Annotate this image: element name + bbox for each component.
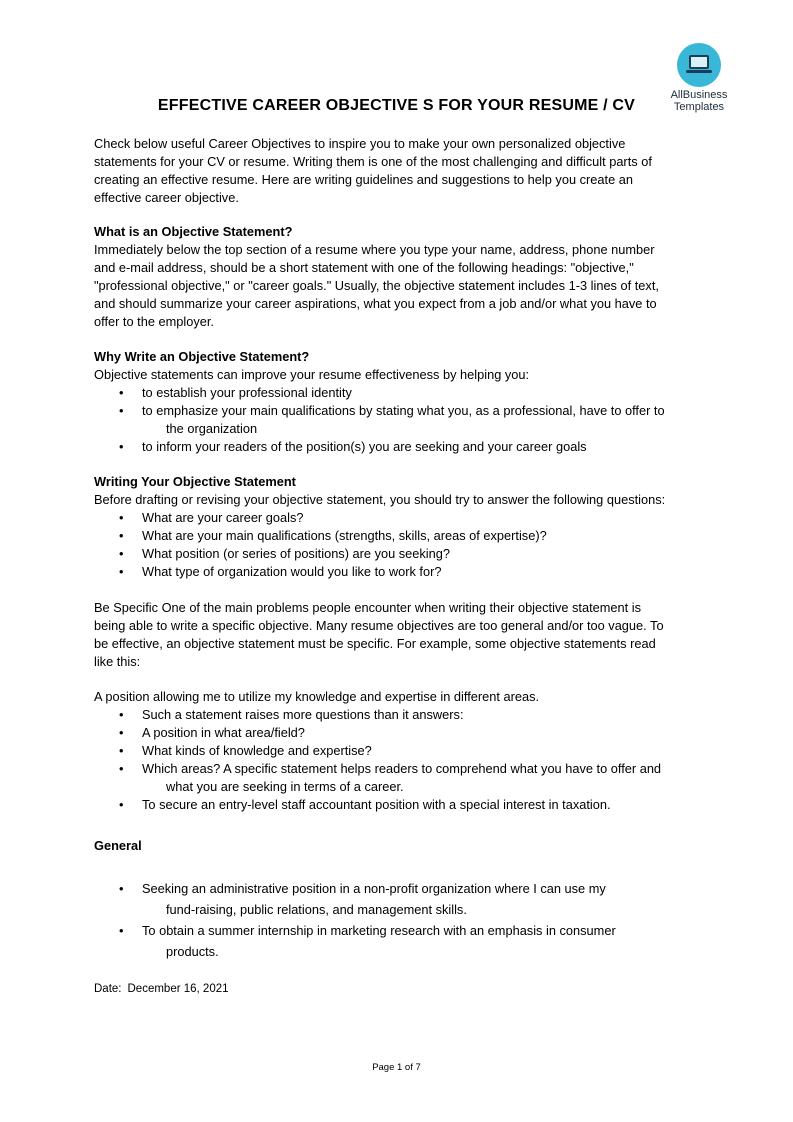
document-title: EFFECTIVE CAREER OBJECTIVE S FOR YOUR RESUME / CV <box>157 97 636 114</box>
section-general <box>94 837 709 855</box>
paragraph-line: like this: <box>94 654 141 669</box>
list-item: • To obtain a summer internship in marketing research with an emphasis in consumer products. <box>119 923 616 959</box>
bullet-list <box>94 706 709 814</box>
section-be-specific <box>94 599 709 671</box>
logo-line-1: AllBusiness <box>670 89 728 101</box>
list-item: • Seeking an administrative position in a non-profit organization where I can use my fund-raising, public relations, and management skills. <box>119 881 606 917</box>
intro-line: creating an effective resume. Here are writing guidelines and suggestions to help you create an <box>94 172 633 187</box>
bullet-list <box>94 509 709 581</box>
list-item: • to emphasize your main qualifications by stating what you, as a professional, have to offer to the organization <box>119 403 665 436</box>
paragraph-line: and e-mail address, should be a short statement with one of the following headings: "objective," <box>94 260 634 275</box>
paragraph-line: and should summarize your career aspirations, what you expect from a job and/or what you have to <box>94 296 657 311</box>
section-heading: What is an Objective Statement? <box>94 224 293 239</box>
list-item: • to inform your readers of the position(s) you are seeking and your career goals <box>119 439 587 454</box>
list-item: • What position (or series of positions) are you seeking? <box>119 546 450 561</box>
paragraph-line: "professional objective," or "career goals." Usually, the objective statement includes 1-3 lines of text, <box>94 278 659 293</box>
document-date <box>94 983 229 995</box>
page-number: Page 1 of 7 <box>372 1062 421 1073</box>
intro-line: statements for your CV or resume. Writing them is one of the most challenging and difficult parts of <box>94 154 652 169</box>
section-heading: Why Write an Objective Statement? <box>94 349 310 364</box>
paragraph-line: Immediately below the top section of a resume where you type your name, address, phone number <box>94 242 655 257</box>
section-heading: General <box>94 838 142 853</box>
list-item: • To secure an entry-level staff accountant position with a special interest in taxation. <box>119 797 611 812</box>
bullet-list <box>94 878 709 962</box>
list-item: • Which areas? A specific statement helps readers to comprehend what you have to offer and what you are seeking in terms of a career. <box>119 761 662 794</box>
paragraph-line: be effective, an objective statement must be specific. For example, some objective statements read <box>94 636 656 651</box>
section-why-write <box>94 348 709 456</box>
list-item: • What type of organization would you like to work for? <box>119 564 442 579</box>
section-writing-objective <box>94 473 709 581</box>
intro-paragraph <box>94 135 709 207</box>
general-list <box>94 878 709 962</box>
list-item: • What are your main qualifications (strengths, skills, areas of expertise)? <box>119 528 547 543</box>
intro-line: effective career objective. <box>94 190 239 205</box>
date-value: December 16, 2021 <box>127 983 229 995</box>
section-lead: Before drafting or revising your objective statement, you should try to answer the following questions: <box>94 492 666 507</box>
list-item: • A position in what area/field? <box>119 725 305 740</box>
section-what-is-objective <box>94 223 709 331</box>
paragraph-line: offer to the employer. <box>94 314 214 329</box>
section-example <box>94 688 709 814</box>
paragraph-line: being able to write a specific objective. Many resume objectives are too general and/or too vague. To <box>94 618 664 633</box>
logo-line-2: Templates <box>673 101 725 113</box>
section-lead: Objective statements can improve your resume effectiveness by helping you: <box>94 367 530 382</box>
laptop-icon <box>677 43 721 87</box>
list-item: • to establish your professional identity <box>119 385 352 400</box>
intro-line: Check below useful Career Objectives to inspire you to make your own personalized objective <box>94 136 626 151</box>
paragraph-line: Be Specific One of the main problems people encounter when writing their objective statement is <box>94 600 642 615</box>
list-item: • What kinds of knowledge and expertise? <box>119 743 372 758</box>
list-item: • Such a statement raises more questions than it answers: <box>119 707 464 722</box>
list-item: • What are your career goals? <box>119 510 304 525</box>
section-heading: Writing Your Objective Statement <box>94 474 296 489</box>
section-lead: A position allowing me to utilize my knowledge and expertise in different areas. <box>94 689 540 704</box>
date-label: Date: <box>94 983 122 995</box>
bullet-list <box>94 384 709 456</box>
